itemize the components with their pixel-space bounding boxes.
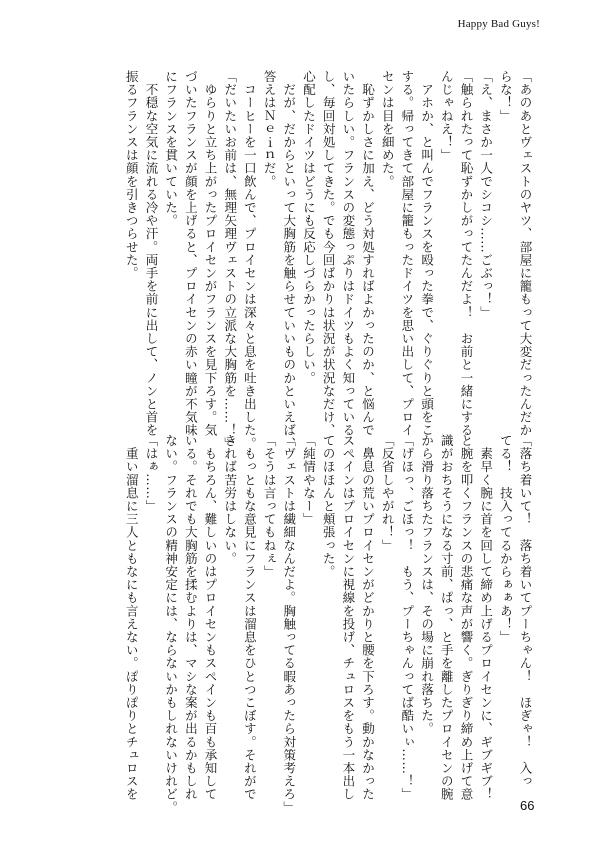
text-line: らな！」 bbox=[498, 70, 514, 123]
text-line: だが、だからといって大胸筋を触らせていいものかといえば、 bbox=[281, 70, 297, 450]
text-line: する。帰ってきて部屋に籠もったドイツを思い出して、プロイ bbox=[399, 70, 415, 437]
text-line: 「あのあとヴェストのヤツ、部屋に籠もって大変だったんだか bbox=[518, 70, 533, 437]
text-line: 「はぁ……」 bbox=[143, 434, 159, 513]
text-line: センは目を細めた。 bbox=[380, 70, 396, 188]
text-line: 「落ち着いて！ 落ち着いてプーちゃん！ ほぎゃ！ 入っ bbox=[518, 434, 533, 788]
text-line: コーヒーを一口飲んで、プロイセンは深々と息を吐き出した。 bbox=[242, 70, 258, 450]
text-line: 「げほっ、ごほっ！ もう、プーちゃんってば酷いぃ……！」 bbox=[399, 434, 415, 801]
text-line: きれば苦労はしない。 bbox=[222, 434, 238, 565]
text-line: し、毎回対処してきた。でも今回ばかりは状況が状況なだけ、 bbox=[321, 70, 337, 437]
text-line: てる！ 技入ってるからぁぁあ！」 bbox=[498, 434, 514, 644]
text-line: にフランスを貫いていた。 bbox=[163, 70, 179, 228]
text-line: から滑り落ちたフランスは、その場に崩れ落ちた。 bbox=[419, 434, 435, 736]
text-line: いたらしい。フランスの変態っぷりはドイツもよく知っている bbox=[340, 70, 356, 437]
text-line: スペインはプロイセンに視線を投げ、チュロスをもう一本出し bbox=[340, 434, 356, 801]
text-line: 「だいたいお前は、無理矢理ヴェストの立派な大胸筋を……！」 bbox=[222, 70, 238, 450]
text-line: 「反省しやがれ！」 bbox=[380, 434, 396, 552]
text-line: 不穏な空気に流れる冷や汗。両手を前に出して、ノンと首を bbox=[143, 70, 159, 437]
text-line: 「触られたって恥ずかしがってたんだよ！ お前と一緒にする bbox=[458, 70, 474, 437]
text-line: 素早く腕に首を回して締め上げるプロイセンに、ギブギブ！ bbox=[478, 434, 494, 801]
text-line: 振るフランスは顔を引きつらせた。 bbox=[124, 70, 140, 280]
text-line: 鼻息の荒いプロイセンがどかりと腰を下ろす。動かなかった bbox=[360, 434, 376, 801]
text-line: 心配したドイツはどうにも反応しづらかったらしい。 bbox=[301, 70, 317, 385]
running-header: Happy Bad Guys! bbox=[457, 18, 540, 30]
text-line: と腕を叩くフランスの悲痛な声が響く。ぎりぎり締め上げて意 bbox=[458, 434, 474, 801]
text-line: もっともな意見にフランスは溜息をひとつこぼす。それがで bbox=[242, 434, 258, 801]
page-number: 66 bbox=[520, 798, 535, 813]
text-line: てのほほんと頬張った。 bbox=[321, 434, 337, 579]
text-line: んじゃねえ！」 bbox=[439, 70, 455, 162]
text-line: 識がおちそうになる寸前、ぱっ、と手を離したプロイセンの腕 bbox=[439, 434, 455, 801]
text-line: ゆらりと立ち上がったプロイセンがフランスを見下ろす。気 bbox=[203, 70, 218, 437]
text-line: 重い溜息に三人ともなにも言えない。ぽりぽりとチュロスを bbox=[124, 434, 140, 801]
text-line: ない。フランスの精神安定には、ならないかもしれないけれど。 bbox=[163, 434, 179, 814]
text-line: アホか、と叫んでフランスを殴った拳で、ぐりぐりと頭をこ bbox=[419, 70, 435, 437]
text-line: 恥ずかしさに加え、どう対処すればよかったのか、と悩んで bbox=[360, 70, 376, 437]
text-line: いる。それでも大胸筋を揉むよりは、マシな案が出るかもしれ bbox=[183, 434, 199, 801]
text-line: 「え、まさか一人でシコシ……ごぶっ！」 bbox=[478, 70, 494, 319]
text-line: 「そうは言ってもねぇ」 bbox=[262, 434, 278, 579]
text-line: 「ヴェストは繊細なんだよ。胸触ってる暇あったら対策考えろ」 bbox=[281, 434, 297, 814]
text-line: 答えはＮｅｉｎだ。 bbox=[262, 70, 278, 188]
text-line: もちろん、難しいのはプロイセンもスペインも百も承知して bbox=[203, 434, 218, 801]
text-line: づいたフランスが顔を上げると、プロイセンの赤い瞳が不気味 bbox=[183, 70, 199, 437]
text-line: 「純情やなー」 bbox=[301, 434, 317, 526]
top-text-block bbox=[112, 70, 533, 450]
